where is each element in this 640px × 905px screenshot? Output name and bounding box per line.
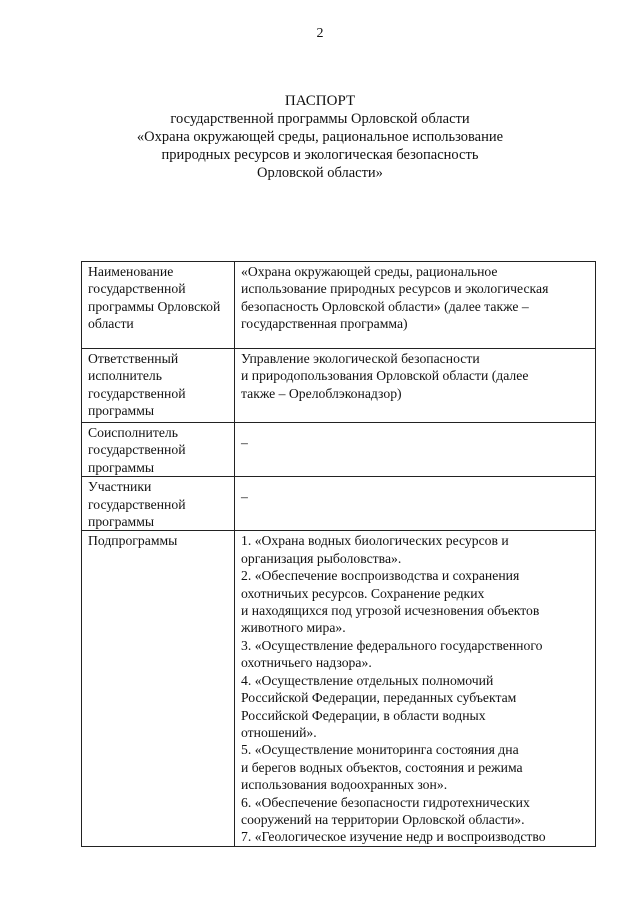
page-number: 2 xyxy=(316,26,324,41)
subprogram-line: 7. «Геологическое изучение недр и воспроизводство xyxy=(241,829,546,845)
title-line: «Охрана окружающей среды, рациональное использование xyxy=(136,129,504,145)
row-value-cell xyxy=(235,349,596,423)
subprogram-line: и берегов водных объектов, состояния и режима xyxy=(241,759,523,775)
subprogram-line: использования водоохранных зон». xyxy=(241,777,448,793)
passport-heading: ПАСПОРТ xyxy=(284,93,356,109)
subprogram-line: отношений». xyxy=(241,724,317,740)
row-value-cell xyxy=(235,531,596,846)
title-line: государственной программы Орловской области xyxy=(170,111,470,127)
row-label-line: Соисполнитель xyxy=(88,425,178,440)
row-value-dash: – xyxy=(241,489,248,505)
row-label-line: Ответственный xyxy=(88,351,179,366)
subprogram-line: 2. «Обеспечение воспроизводства и сохранения xyxy=(241,568,520,584)
row-label-line: программы xyxy=(88,403,155,419)
title-line: природных ресурсов и экологическая безопасность xyxy=(161,147,479,163)
table-row-program-name xyxy=(82,262,596,349)
row-label-cell xyxy=(82,477,235,531)
subprogram-line: охотничьего надзора». xyxy=(241,655,372,671)
row-value-line: Управление экологической безопасности xyxy=(241,351,480,366)
subprogram-line: 5. «Осуществление мониторинга состояния дна xyxy=(241,742,519,758)
row-label-cell xyxy=(82,349,235,423)
row-label-cell xyxy=(82,262,235,349)
subprogram-line: 4. «Осуществление отдельных полномочий xyxy=(241,672,494,688)
subprogram-line: организация рыболовства». xyxy=(241,550,402,566)
row-value-cell xyxy=(235,477,596,531)
row-label-line: государственной xyxy=(88,385,186,401)
row-value-line: использование природных ресурсов и экологическая xyxy=(241,281,549,297)
row-label-line: программы xyxy=(88,459,155,475)
row-label-line: области xyxy=(88,316,134,332)
subprogram-line: животного мира». xyxy=(241,620,346,636)
row-label-cell xyxy=(82,423,235,477)
row-label-line: программы xyxy=(88,514,155,530)
row-value-line: и природопользования Орловской области (далее xyxy=(241,368,529,384)
row-label-line: государственной xyxy=(88,442,186,458)
row-value-line: «Охрана окружающей среды, рациональное xyxy=(241,264,498,279)
row-value-line: также – Орелоблэконадзор) xyxy=(241,385,402,401)
row-label-line: исполнитель xyxy=(88,368,162,384)
title-line: Орловской области» xyxy=(257,165,383,181)
subprogram-line: 1. «Охрана водных биологических ресурсов и xyxy=(241,533,509,549)
table-row-responsible-executor xyxy=(82,349,596,423)
row-value-line: государственная программа) xyxy=(241,316,408,332)
row-value-cell xyxy=(235,423,596,477)
row-label-line: Наименование xyxy=(88,264,174,279)
table-row-subprograms xyxy=(82,531,596,846)
table-row-co-executor xyxy=(82,423,596,477)
row-value-dash: – xyxy=(241,435,248,450)
row-label-line: государственной xyxy=(88,281,186,297)
subprogram-line: 6. «Обеспечение безопасности гидротехнических xyxy=(241,794,530,810)
row-value-cell xyxy=(235,262,596,349)
row-label-line: программы Орловской xyxy=(88,298,221,314)
subprogram-line: сооружений на территории Орловской области». xyxy=(241,811,525,827)
subprogram-line: и находящихся под угрозой исчезновения объектов xyxy=(241,603,540,619)
passport-table xyxy=(81,261,596,847)
row-value-line: безопасность Орловской области» (далее также – xyxy=(241,298,529,314)
row-label-line: Участники xyxy=(88,479,152,495)
row-label-line: государственной xyxy=(88,496,186,512)
table-row-participants xyxy=(82,477,596,531)
passport-title-block xyxy=(0,92,640,182)
subprogram-line: Российской Федерации, переданных субъектам xyxy=(241,690,517,706)
subprogram-line: 3. «Осуществление федерального государственного xyxy=(241,637,543,653)
subprogram-line: охотничьих ресурсов. Сохранение редких xyxy=(241,585,485,601)
subprogram-line: Российской Федерации, в области водных xyxy=(241,707,486,723)
row-label-cell xyxy=(82,531,235,846)
row-label-line: Подпрограммы xyxy=(88,533,178,549)
